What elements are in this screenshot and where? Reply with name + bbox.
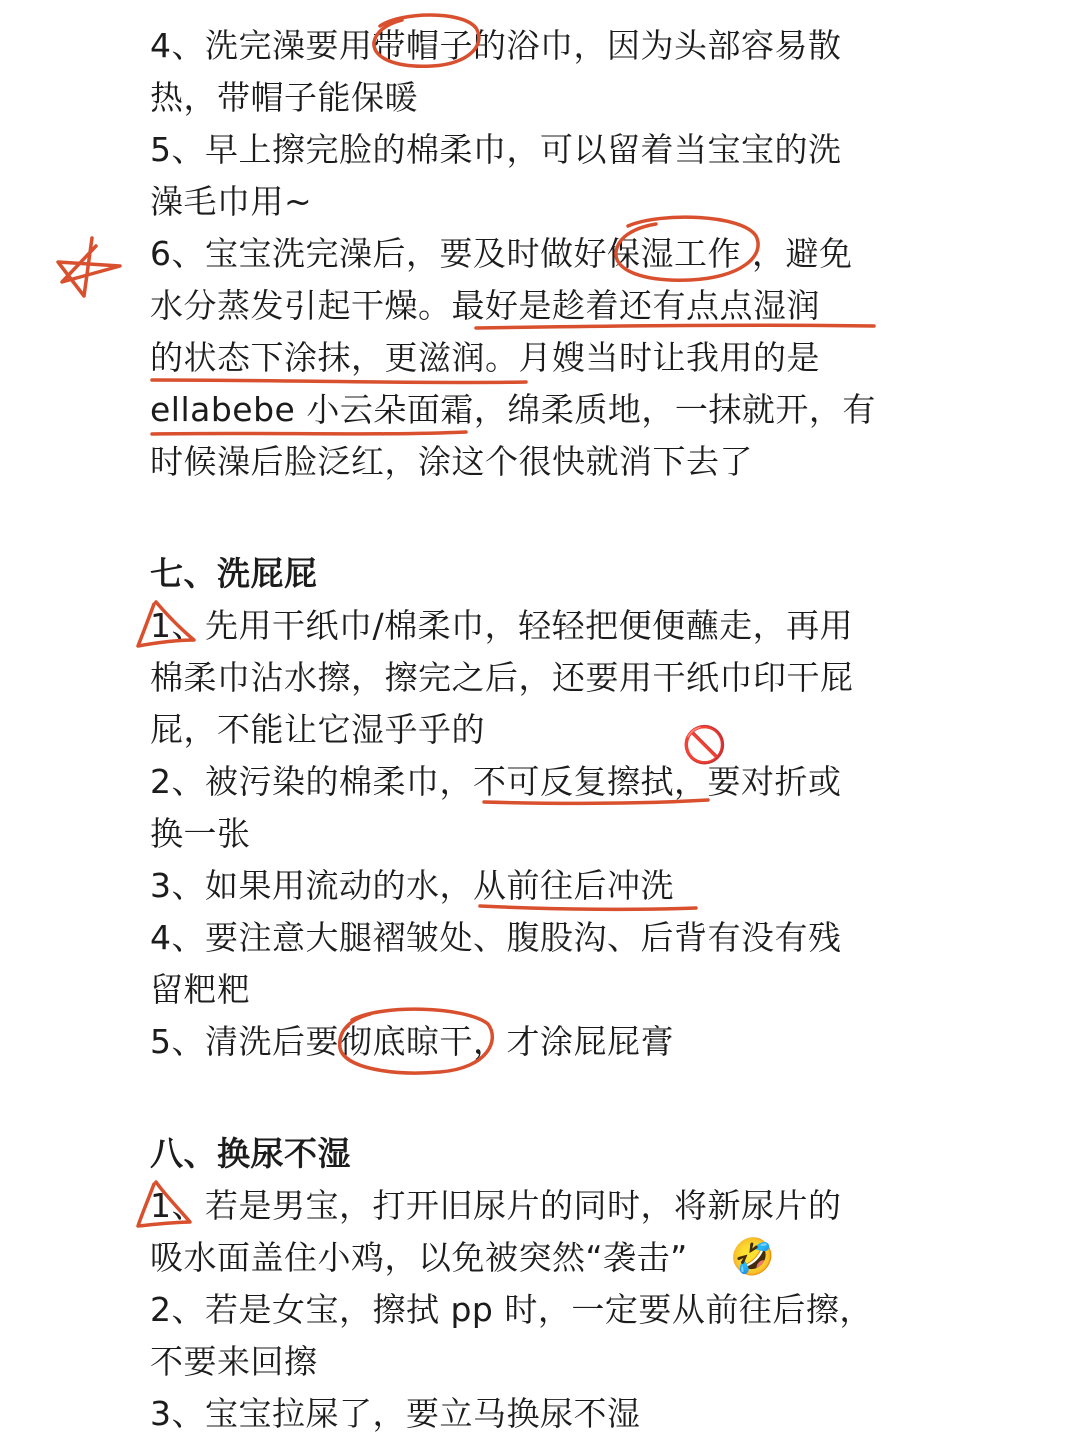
- text-line: 1、先用干纸巾/棉柔巾，轻轻把便便蘸走，再用: [150, 606, 854, 645]
- text-line: 2、若是女宝，擦拭 pp 时，一定要从前往后擦，: [150, 1290, 873, 1329]
- text-line: 2、被污染的棉柔巾，不可反复擦拭，要对折或: [150, 762, 842, 801]
- star-icon: [58, 238, 120, 296]
- text-line: 屁，不能让它湿乎乎的: [150, 710, 485, 749]
- laughing-emoji-icon: 🤣: [730, 1237, 775, 1278]
- text-line: 的状态下涂抹，更滋润。月嫂当时让我用的是: [150, 338, 820, 377]
- text-line: 1、若是男宝，打开旧尿片的同时，将新尿片的: [150, 1186, 842, 1225]
- text-line: 4、洗完澡要用带帽子的浴巾，因为头部容易散: [150, 26, 842, 65]
- text-line: 吸水面盖住小鸡，以免被突然“袭击”: [150, 1238, 688, 1277]
- text-line: 留粑粑: [150, 970, 251, 1009]
- text-line: 棉柔巾沾水擦，擦完之后，还要用干纸巾印干屁: [150, 658, 854, 697]
- text-line: 3、如果用流动的水，从前往后冲洗: [150, 866, 674, 905]
- text-line: 4、要注意大腿褶皱处、腹股沟、后背有没有残: [150, 918, 842, 957]
- prohibited-emoji-icon: 🚫: [682, 725, 727, 766]
- text-line: 时候澡后脸泛红，涂这个很快就消下去了: [150, 442, 753, 481]
- text-line: 3、宝宝拉屎了，要立马换尿不湿: [150, 1394, 641, 1433]
- section-heading-8: 八、换尿不湿: [150, 1134, 351, 1173]
- text-line: 换一张: [150, 814, 251, 853]
- text-line: 5、清洗后要彻底晾干，才涂屁屁膏: [150, 1022, 674, 1061]
- text-line: 5、早上擦完脸的棉柔巾，可以留着当宝宝的洗: [150, 130, 842, 169]
- text-line: 澡毛巾用~: [150, 182, 313, 221]
- section-heading-7: 七、洗屁屁: [150, 554, 318, 593]
- text-line: 水分蒸发引起干燥。最好是趁着还有点点湿润: [150, 286, 820, 325]
- text-line: 6、宝宝洗完澡后，要及时做好保湿工作 ，避免: [150, 234, 853, 273]
- text-line: 不要来回擦: [150, 1342, 318, 1381]
- text-line: ellabebe 小云朵面霜，绵柔质地，一抹就开，有: [150, 390, 876, 429]
- text-line: 热，带帽子能保暖: [150, 78, 418, 117]
